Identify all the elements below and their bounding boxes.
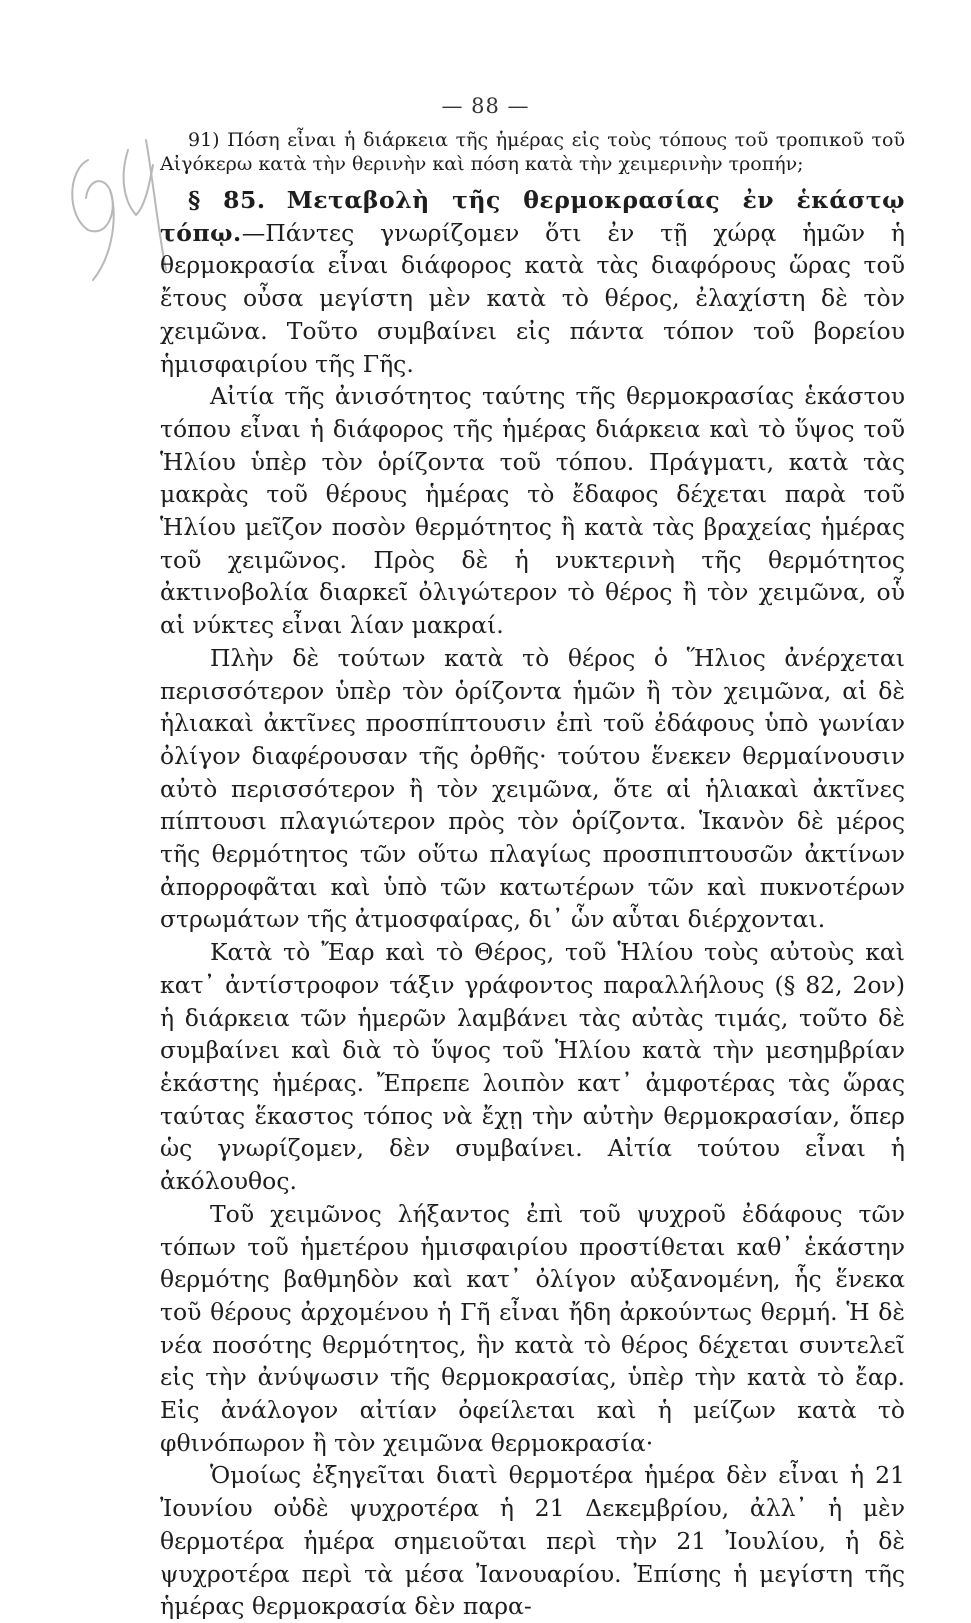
exercise-question: 91) Πόση εἶναι ἡ διάρκεια τῆς ἡμέρας εἰς τοὺς τόπους τοῦ τροπικοῦ τοῦ Αἰγόκερω κατὰ τὴν θερινὴν καὶ πόση κατὰ τὴν χειμερινὴν τροπήν; bbox=[160, 129, 905, 175]
body-paragraph: Τοῦ χειμῶνος λήξαντος ἐπὶ τοῦ ψυχροῦ ἐδάφους τῶν τόπων τοῦ ἡμετέρου ἡμισφαιρίου προστίθεται καθ᾽ ἑκάστην θερμότης βαθμηδὸν καὶ κατ᾽ ὀλίγον αὐξανομένη, ἧς ἕνεκα τοῦ θέρους ἀρχομένου ἡ Γῆ εἶναι ἤδη ἀρκούντως θερμή. Ἡ δὲ νέα ποσότης θερμότητος, ἣν κατὰ τὸ θέρος δέχεται συντελεῖ εἰς τὴν ἀνύψωσιν τῆς θερμοκρασίας, ὑπὲρ τὴν κατὰ τὸ ἔαρ. Εἰς ἀνάλογον αἰτίαν ὀφείλεται καὶ ἡ μείζων κατὰ τὸ φθινόπωρον ἢ τὸν χειμῶνα θερμοκρασία· bbox=[160, 1199, 905, 1457]
body-paragraph: Ὁμοίως ἐξηγεῖται διατὶ θερμοτέρα ἡμέρα δὲν εἶναι ἡ 21 Ἰουνίου οὐδὲ ψυχροτέρα ἡ 21 Δεκεμβρίου, ἀλλ᾽ ἡ μὲν θερμοτέρα ἡμέρα σημειοῦται περὶ τὴν 21 Ἰουλίου, ἡ δὲ ψυχροτέρα περὶ τὰ μέσα Ἰανουαρίου. Ἐπίσης ἡ μεγίστη τῆς ἡμέρας θερμοκρασία δὲν παρα- bbox=[160, 1461, 905, 1621]
section-intro: —Πάντες γνωρίζομεν ὅτι ἐν τῇ χώρᾳ ἡμῶν ἡ θερμοκρασία εἶναι διάφορος κατὰ τὰς διαφόρους ὥρας τοῦ ἔτους οὖσα μεγίστη μὲν κατὰ τὸ θέρος, ἐλαχίστη δὲ τὸν χειμῶνα. Τοῦτο συμβαίνει εἰς πάντα τόπον τοῦ βορείου ἡμισφαιρίου τῆς Γῆς. bbox=[160, 218, 905, 378]
body-paragraph: Πλὴν δὲ τούτων κατὰ τὸ θέρος ὁ Ἥλιος ἀνέρχεται περισσότερον ὑπὲρ τὸν ὁρίζοντα ἡμῶν ἢ τὸν χειμῶνα, αἱ δὲ ἡλιακαὶ ἀκτῖνες προσπίπτουσιν ἐπὶ τοῦ ἐδάφους ὑπὸ γωνίαν ὀλίγον διαφέρουσαν τῆς ὀρθῆς· τούτου ἕνεκεν θερμαίνουσιν αὐτὸ περισσότερον ἢ τὸν χειμῶνα, ὅτε αἱ ἡλιακαὶ ἀκτῖνες πίπτουσι πλαγιώτερον πρὸς τὸν ὁρίζοντα. Ἱκανὸν δὲ μέρος τῆς θερμότητος τῶν οὕτω πλαγίως προσπιπτουσῶν ἀκτίνων ἀπορροφᾶται καὶ ὑπὸ τῶν κατωτέρων τῶν καὶ πυκνοτέρων στρωμάτων τῆς ἀτμοσφαίρας, δι᾽ ὧν αὗται διέρχονται. bbox=[160, 643, 905, 934]
section-heading-paragraph bbox=[160, 184, 905, 380]
body-paragraph: Κατὰ τὸ Ἔαρ καὶ τὸ Θέρος, τοῦ Ἡλίου τοὺς αὐτοὺς καὶ κατ᾽ ἀντίστροφον τάξιν γράφοντος παραλλήλους (§ 82, 2ον) ἡ διάρκεια τῶν ἡμερῶν λαμβάνει τὰς αὐτὰς τιμάς, τοῦτο δὲ συμβαίνει καὶ διὰ τὸ ὕψος τοῦ Ἡλίου κατὰ τὴν μεσημβρίαν ἑκάστης ἡμέρας. Ἔπρεπε λοιπὸν κατ᾽ ἀμφοτέρας τὰς ὥρας ταύτας ἕκαστος τόπος νὰ ἔχῃ τὴν αὐτὴν θερμοκρασίαν, ὅπερ ὡς γνωρίζομεν, δὲν συμβαίνει. Αἰτία τούτου εἶναι ἡ ἀκόλουθος. bbox=[160, 938, 905, 1196]
page-number: — 88 — bbox=[441, 94, 530, 118]
body-paragraph: Αἰτία τῆς ἀνισότητος ταύτης τῆς θερμοκρασίας ἑκάστου τόπου εἶναι ἡ διάφορος τῆς ἡμέρας διάρκεια καὶ τὸ ὕψος τοῦ Ἡλίου ὑπὲρ τὸν ὁρίζοντα τοῦ τόπου. Πράγματι, κατὰ τὰς μακρὰς τοῦ θέρους ἡμέρας τὸ ἔδαφος δέχεται παρὰ τοῦ Ἡλίου μεῖζον ποσὸν θερμότητος ἢ κατὰ τὰς βραχείας ἡμέρας τοῦ χειμῶνος. Πρὸς δὲ ἡ νυκτερινὴ τῆς θερμότητος ἀκτινοβολία διαρκεῖ ὀλιγώτερον τὸ θέρος ἢ τὸν χειμῶνα, οὗ αἱ νύκτες εἶναι λίαν μακραί. bbox=[160, 382, 905, 640]
section-symbol: § 85. bbox=[188, 186, 266, 214]
page-body bbox=[160, 128, 905, 1623]
section-title: Μεταβολὴ τῆς θερμοκρασίας ἐν ἑκάστῳ τόπῳ. bbox=[160, 186, 905, 247]
